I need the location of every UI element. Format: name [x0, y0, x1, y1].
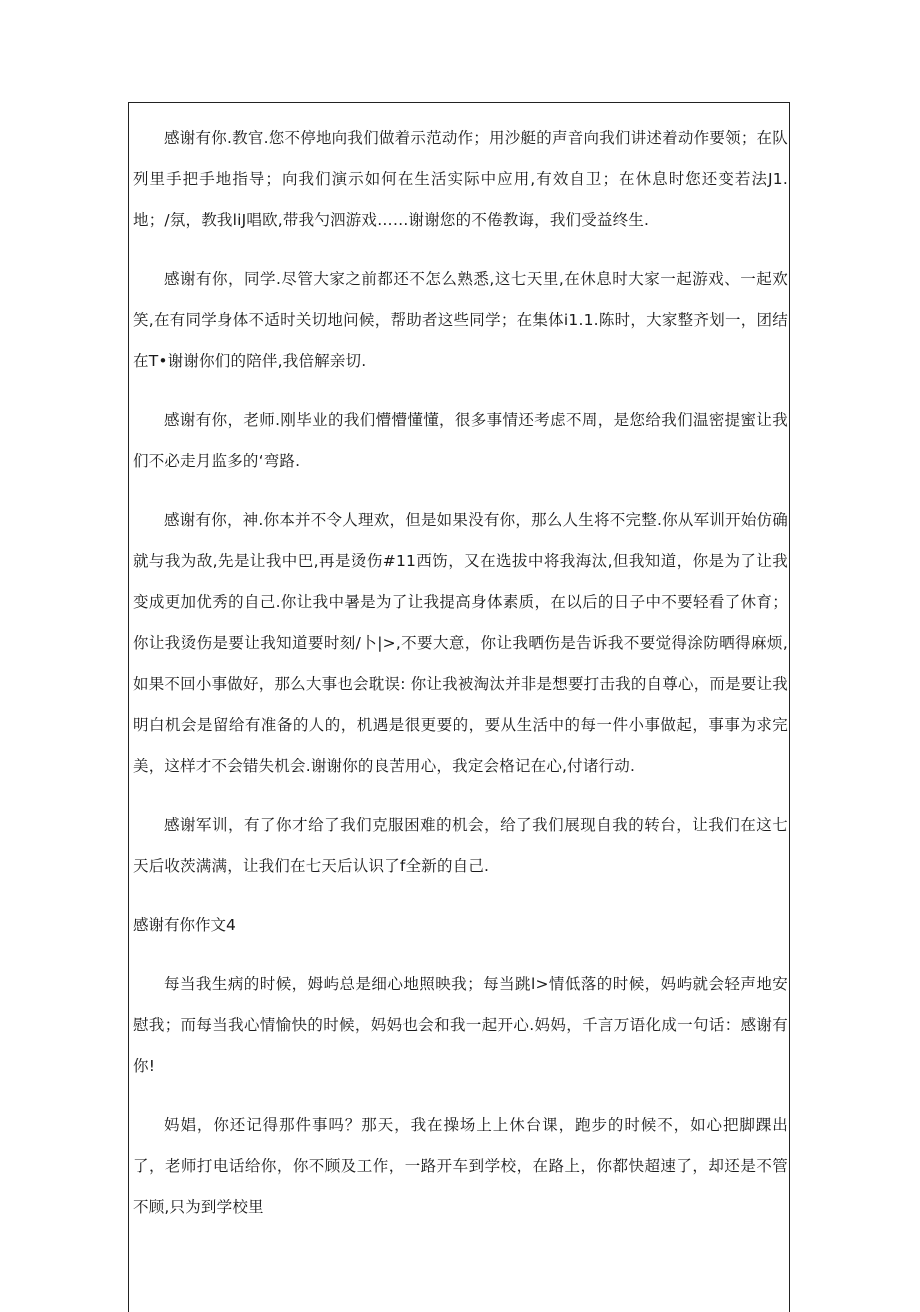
paragraph-classmates: 感谢有你，同学.尽管大家之前都还不怎么熟悉,这七天里,在休息时大家一起游戏、一起欢笑,在有同学身体不适时关切地问候，帮助者这些同学；在集体i1.1.陈时，大家整齐划一，团结在T•谢谢你们的陪伴,我倍解亲切. — [133, 270, 788, 370]
document-body — [133, 118, 788, 1228]
paragraph-military-training: 感谢军训，有了你才给了我们克服困难的机会，给了我们展现自我的转台，让我们在这七天后收茨满满，让我们在七天后认识了f全新的自己. — [133, 816, 788, 875]
paragraph-mother-care: 每当我生病的时候，姆屿总是细心地照映我；每当跳l>情低落的时候，妈屿就会轻声地安慰我；而每当我心情愉快的时候，妈妈也会和我一起开心.妈妈，千言万语化成一句话：感谢有你! — [133, 975, 788, 1075]
paragraph-mother-memory: 妈娼，你还记得那件事吗？那天，我在操场上上休台课，跑步的时候不，如心把脚踝出了，老师打电话给你，你不顾及工作，一路开车到学校，在路上，你都快超速了，却还是不管不顾,只为到学校里 — [133, 1116, 788, 1216]
essay-heading: 感谢有你作文4 — [133, 916, 236, 934]
paragraph-teacher: 感谢有你，老师.刚毕业的我们懵懵懂懂，很多事情还考虑不周，是您给我们温密提蜜让我们不必走月监多的‘弯路. — [133, 411, 788, 470]
paragraph-god: 感谢有你，神.你本并不令人理欢，但是如果没有你，那么人生将不完整.你从军训开始仿确就与我为敌,先是让我中巴,再是烫伤#11西饬，又在选拔中将我海汰,但我知道，你是为了让我变成更加优秀的自己.你让我中暑是为了让我提高身体素质，在以后的日子中不要轻看了休育；你让我烫伤是要让我知道要时刻/卜|>,不要大意，你让我晒伤是告诉我不要觉得涂防晒得麻烦,如果不回小事做好，那么大事也会耽误: 你让我被淘汰并非是想要打击我的自尊心，而是要让我明白机会是留给有准备的人的，机遇是很更要的，要从生活中的每一件小事做起，事事为求完美，这样才不会错失机会.谢谢你的良苦用心，我定会格记在心,付诸行动. — [133, 511, 788, 775]
paragraph-instructor: 感谢有你.教官.您不停地向我们做着示范动作；用沙艇的声音向我们讲述着动作要领；在队列里手把手地指导；向我们演示如何在生活实际中应用,有效自卫；在休息时您还变若法J1.地；/氛，教我liJ唱欧,带我勺泗游戏……谢谢您的不倦教诲，我们受益终生. — [133, 129, 788, 229]
